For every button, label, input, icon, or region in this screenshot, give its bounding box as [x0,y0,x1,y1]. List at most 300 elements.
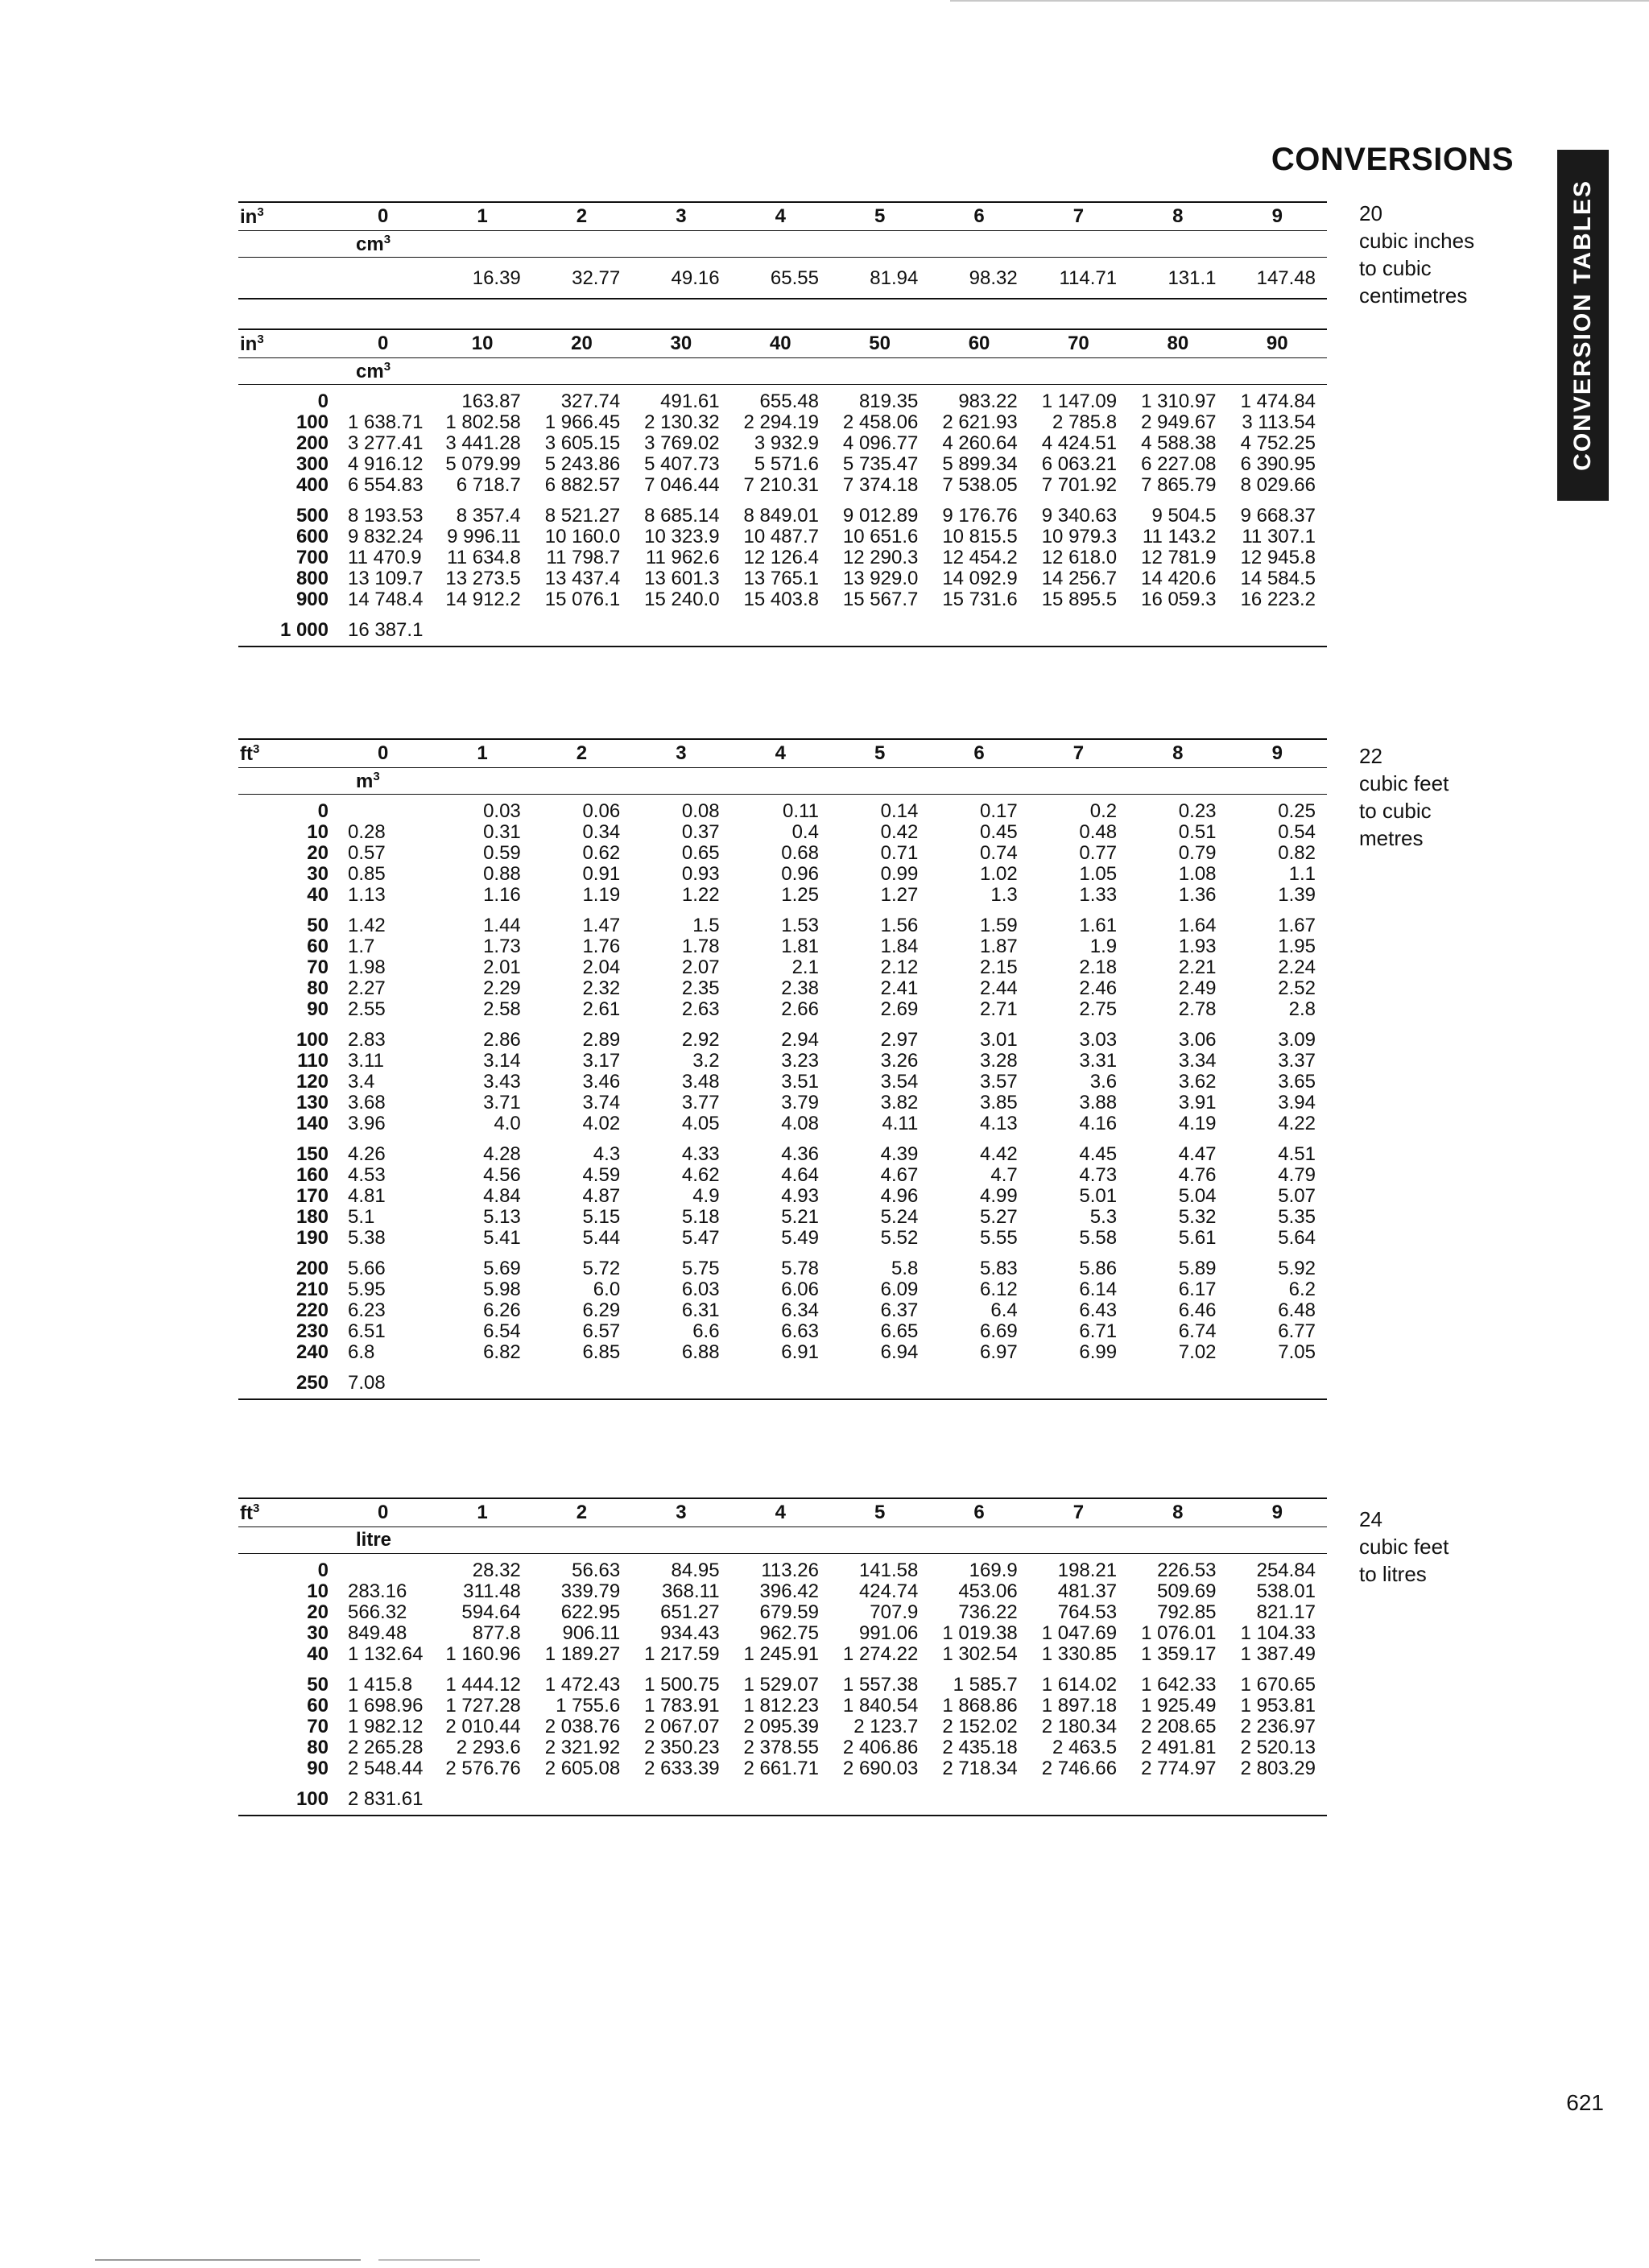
table-cell: 1 642.33 [1141,1674,1217,1696]
table-cell: 5.1 [348,1206,375,1228]
top-rule [950,0,1649,2]
row-header: 70 [307,956,329,978]
table-cell: 1 274.22 [842,1643,919,1665]
table-row [238,957,1327,978]
table-cell: 1 147.09 [1029,385,1128,413]
table-cell: 56.63 [532,1554,631,1582]
table-cell: 6.74 [1178,1320,1217,1342]
table-cell: 98.32 [929,258,1028,300]
column-header: 0 [333,202,432,231]
table-cell: 6.99 [1079,1341,1118,1363]
table-cell: 2.18 [1079,956,1118,978]
table-cell [1228,610,1327,647]
table-cell: 2.12 [880,956,919,978]
table-row [238,1696,1327,1716]
table-cell: 6 718.7 [456,474,521,496]
table-cell: 1 585.7 [953,1674,1018,1696]
table-row [238,412,1327,433]
table-cell: 3.06 [1178,1029,1217,1051]
table-cell: 28.32 [432,1554,531,1582]
table-cell: 1 925.49 [1141,1695,1217,1716]
table-cell: 327.74 [532,385,631,413]
table-cell: 5.27 [980,1206,1018,1228]
table-row [238,610,1327,647]
table-cell: 6.09 [880,1279,919,1300]
table-cell: 9 012.89 [842,505,919,527]
table-cell [333,795,432,823]
table-cell: 5.18 [681,1206,720,1228]
table-cell: 0.4 [791,821,819,843]
table-cell: 9 176.76 [942,505,1018,527]
table-cell: 5 407.73 [644,453,720,475]
table-cell: 3.85 [980,1092,1018,1113]
row-header: 80 [307,1737,329,1758]
table-cell: 655.48 [731,385,830,413]
table-cell: 1.36 [1178,884,1217,906]
column-header: 30 [631,329,730,358]
table-cell: 2 785.8 [1052,411,1118,433]
row-header: 50 [307,915,329,936]
table-cell [929,1779,1028,1816]
side-tab [1557,150,1609,501]
table-cell: 16 059.3 [1141,589,1217,610]
conversion-table [238,1498,1327,1816]
table-cell: 3.48 [681,1071,720,1093]
table-cell [333,258,432,300]
table-row [238,1602,1327,1623]
column-header: 1 [432,202,531,231]
table-cell: 1.81 [781,936,819,957]
table-cell: 81.94 [830,258,929,300]
table-row [238,1186,1327,1207]
table-cell: 1 359.17 [1141,1643,1217,1665]
cubic-superscript: 3 [257,332,264,346]
table-cell: 0.28 [348,821,386,843]
row-header: 40 [307,1643,329,1665]
table-cell: 2 208.65 [1141,1716,1217,1737]
table-cell: 5.86 [1079,1258,1118,1279]
row-header: 0 [238,795,333,823]
table-cell: 6.77 [1278,1320,1316,1342]
table-cell: 10 815.5 [942,526,1018,547]
table-row [238,1207,1327,1228]
column-header: 3 [631,739,730,768]
table-cell: 6.94 [880,1341,919,1363]
table-cell: 6.6 [692,1320,720,1342]
table-cell: 16 387.1 [333,610,432,647]
table-cell: 7 046.44 [644,474,720,496]
table-cell: 6 882.57 [544,474,621,496]
table-cell: 3.09 [1278,1029,1316,1051]
table-cell: 1 415.8 [348,1674,413,1696]
table-cell: 1.05 [1079,863,1118,885]
table-cell: 849.48 [348,1622,407,1644]
table-cell: 0.2 [1029,795,1128,823]
row-header: 110 [297,1050,329,1072]
row-header: 200 [295,432,329,454]
table-cell: 5.78 [781,1258,819,1279]
table-cell: 3.46 [582,1071,621,1093]
column-header: 8 [1128,739,1227,768]
table-cell: 7.05 [1278,1341,1316,1363]
table-cell: 0.68 [781,842,819,864]
table-cell: 3.68 [348,1092,386,1113]
table-row [238,864,1327,885]
table-cell: 491.61 [631,385,730,413]
table-cell: 2.27 [348,977,386,999]
table-cell [631,1363,730,1399]
table-cell: 1.39 [1278,884,1316,906]
table-cell: 5.15 [582,1206,621,1228]
table-cell: 2 803.29 [1240,1758,1316,1779]
table-row [238,1134,1327,1165]
table-row [238,385,1327,413]
table-cell: 3 113.54 [1242,411,1316,433]
table-cell: 5.58 [1079,1227,1118,1249]
table-cell: 2 831.61 [333,1779,432,1816]
table-cell: 5.13 [483,1206,521,1228]
table-cell: 10 160.0 [544,526,621,547]
table-cell: 5 571.6 [754,453,819,475]
table-cell: 6.71 [1079,1320,1118,1342]
table-cell: 131.1 [1128,258,1227,300]
table-cell: 4.0 [494,1113,521,1134]
table-cubic-feet-to-cubic-metres [238,738,1327,1400]
row-header: 40 [307,884,329,906]
table-row [238,589,1327,610]
column-header: 6 [929,202,1028,231]
table-cell: 4.28 [483,1143,521,1165]
table-cell: 7 865.79 [1141,474,1217,496]
unit-from-label [238,1498,333,1527]
table-cell: 3 441.28 [445,432,521,454]
table-cell: 2.63 [681,998,720,1020]
row-header: 220 [295,1299,329,1321]
row-header: 160 [295,1164,329,1186]
table-cell: 6.0 [593,1279,621,1300]
table-cell: 3.65 [1278,1071,1316,1093]
table-cell: 12 618.0 [1041,547,1118,568]
table-cell: 5.66 [348,1258,386,1279]
table-cell [432,610,531,647]
table-cell: 707.9 [870,1601,919,1623]
column-header: 5 [830,739,929,768]
column-header: 0 [333,739,432,768]
table-cell: 1 310.97 [1128,385,1227,413]
table-cell: 6.03 [681,1279,720,1300]
row-header: 100 [295,411,329,433]
table-cell: 3.54 [880,1071,919,1093]
table-cell: 3 769.02 [644,432,720,454]
table-cell: 339.79 [560,1580,621,1602]
table-cell: 3.2 [692,1050,720,1072]
table-cell [333,1554,432,1582]
table-cell: 2 774.97 [1141,1758,1217,1779]
table-cell: 0.17 [929,795,1028,823]
table-cell: 5.35 [1278,1206,1316,1228]
table-cell: 2 130.32 [644,411,720,433]
table-cell: 0.42 [880,821,919,843]
table-cell: 11 634.8 [447,547,521,568]
row-header: 60 [307,936,329,957]
table-cell: 5.38 [348,1227,386,1249]
table-cell: 4.26 [348,1143,386,1165]
table-cell: 4.51 [1278,1143,1316,1165]
table-cell: 0.74 [980,842,1018,864]
table-cell: 114.71 [1029,258,1128,300]
table-cell: 4.11 [882,1113,919,1134]
table-cell: 0.59 [483,842,521,864]
table-cell: 6 390.95 [1240,453,1316,475]
table-cell: 1 019.38 [942,1622,1018,1644]
column-header: 6 [929,739,1028,768]
table-cell: 1.98 [348,956,386,978]
table-cell: 3.37 [1278,1050,1316,1072]
table-cell: 1 189.27 [544,1643,621,1665]
page-number: 621 [1566,2090,1604,2115]
table-cell: 5.55 [980,1227,1018,1249]
table-cell: 9 996.11 [447,526,521,547]
table-cell: 14 092.9 [942,568,1018,589]
table-cell: 2 621.93 [942,411,1018,433]
table-row [238,1716,1327,1737]
table-cell: 10 979.3 [1041,526,1118,547]
table-cell: 509.69 [1157,1580,1217,1602]
table-cell: 5.92 [1278,1258,1316,1279]
table-cell: 0.96 [781,863,819,885]
table-cell: 1 500.75 [644,1674,720,1696]
table-cell: 6.31 [681,1299,720,1321]
column-header: 9 [1228,202,1327,231]
table-cell: 2 123.7 [853,1716,919,1737]
column-header: 8 [1128,202,1227,231]
unit-to-label [333,358,1327,385]
table-cell: 2.21 [1178,956,1217,978]
table-cell: 5.32 [1178,1206,1217,1228]
table-cell: 0.65 [681,842,720,864]
table-cell: 5.83 [980,1258,1018,1279]
table-cell: 169.9 [929,1554,1028,1582]
table-cell: 4 588.38 [1141,432,1217,454]
row-header [238,258,333,300]
table-cell [432,1779,531,1816]
table-cell: 0.48 [1079,821,1118,843]
table-cell: 9 340.63 [1041,505,1118,527]
table-cell: 6.23 [348,1299,386,1321]
sub-row-spacer [238,358,333,385]
caption-line: to cubic [1359,799,1432,823]
table-cell [929,610,1028,647]
row-header: 20 [307,842,329,864]
table-cell: 5.47 [681,1227,720,1249]
table-cell: 2.15 [980,956,1018,978]
table-cell: 11 143.2 [1142,526,1217,547]
table-cell: 1.9 [1089,936,1118,957]
table-cell: 1 840.54 [842,1695,919,1716]
table-cell: 1.73 [483,936,521,957]
table-cell: 6 063.21 [1041,453,1118,475]
table-cubic-feet-to-litres [238,1498,1327,1816]
table-cell: 5.21 [781,1206,819,1228]
table-cell: 736.22 [958,1601,1018,1623]
table-cell: 5.24 [880,1206,919,1228]
table-cell: 4.33 [681,1143,720,1165]
table-cell: 1.95 [1278,936,1316,957]
table-cell: 5.61 [1178,1227,1217,1249]
row-header: 0 [238,1554,333,1582]
table-cell: 0.71 [880,842,919,864]
table-cell: 4.79 [1278,1164,1316,1186]
side-tab-label: CONVERSION TABLES [1569,180,1596,471]
table-cell: 283.16 [348,1580,407,1602]
unit-to-label [333,1527,1327,1554]
table-row [238,1020,1327,1051]
table-cell: 2.29 [483,977,521,999]
table-cell: 2 520.13 [1240,1737,1316,1758]
table-cell [929,1363,1028,1399]
table-cell [731,1779,830,1816]
column-header: 7 [1029,1498,1128,1527]
table-cell: 6.97 [980,1341,1018,1363]
table-cell: 5.64 [1278,1227,1316,1249]
table-cell: 5.01 [1079,1185,1118,1207]
table-cell: 4.96 [880,1185,919,1207]
table-cell: 0.06 [532,795,631,823]
row-header: 20 [307,1601,329,1623]
table-cell: 6 227.08 [1141,453,1217,475]
table-cell: 4.7 [990,1164,1018,1186]
table-cell: 4.53 [348,1164,386,1186]
table-cell: 2.83 [348,1029,386,1051]
table-cell: 0.57 [348,842,386,864]
table-cell: 2.78 [1178,998,1217,1020]
table-cell [830,1779,929,1816]
table-cell: 15 240.0 [644,589,720,610]
table-cell: 2.35 [681,977,720,999]
table-cell: 764.53 [1057,1601,1118,1623]
table-cell: 1 387.49 [1240,1643,1316,1665]
table-cell: 2 605.08 [544,1758,621,1779]
table-cell: 5.52 [880,1227,919,1249]
column-header: 6 [929,1498,1028,1527]
table-cell [731,1363,830,1399]
column-header: 0 [333,329,432,358]
table-cell: 2.07 [681,956,720,978]
table-cell: 1 472.43 [544,1674,621,1696]
table-row [238,906,1327,936]
table-cell: 2 265.28 [348,1737,424,1758]
table-cell [1029,1363,1128,1399]
row-header: 90 [307,998,329,1020]
table-row [238,1779,1327,1816]
table-row [238,1300,1327,1321]
unit-to-text: cm [356,233,384,255]
cubic-superscript: 3 [257,204,264,219]
table-cell: 3.96 [348,1113,386,1134]
table-cell: 4.39 [880,1143,919,1165]
table-cell: 2.1 [791,956,819,978]
table-cell: 3.82 [880,1092,919,1113]
table-cell: 2 067.07 [644,1716,720,1737]
table-cell: 6.17 [1178,1279,1217,1300]
unit-from-label [238,329,333,358]
table-cell: 481.37 [1057,1580,1118,1602]
table-row [238,547,1327,568]
row-header: 150 [295,1143,329,1165]
table-cell: 141.58 [830,1554,929,1582]
table-cell: 3.71 [483,1092,521,1113]
row-header: 30 [307,1622,329,1644]
table-row [238,936,1327,957]
table-cell: 3.77 [681,1092,720,1113]
table-cell: 13 437.4 [544,568,621,589]
table-cell: 4.59 [582,1164,621,1186]
table-cell: 396.42 [759,1580,819,1602]
table-cell: 983.22 [929,385,1028,413]
table-cell: 1 245.91 [743,1643,819,1665]
unit-from-text: in [240,333,258,355]
table-cell [631,610,730,647]
table-row [238,1113,1327,1134]
table-cell: 1 982.12 [348,1716,424,1737]
table-cell: 4.02 [582,1113,621,1134]
table-cell: 7 374.18 [842,474,919,496]
table-cell: 113.26 [731,1554,830,1582]
row-header: 60 [307,1695,329,1716]
table-cell: 16.39 [432,258,531,300]
column-header: 10 [432,329,531,358]
table-cell: 12 781.9 [1141,547,1217,568]
conversion-table [238,201,1327,300]
column-header: 9 [1228,739,1327,768]
row-header: 30 [307,863,329,885]
table-cell [1029,610,1128,647]
table-row [238,1072,1327,1093]
table-cell: 3.94 [1278,1092,1316,1113]
table-cell: 3.14 [483,1050,521,1072]
table-cell: 3.03 [1079,1029,1118,1051]
table-cell: 1.25 [781,884,819,906]
table-cell: 962.75 [759,1622,819,1644]
unit-to-text: litre [356,1529,392,1551]
table-cell: 2 746.66 [1041,1758,1118,1779]
table-row [238,1342,1327,1363]
table-cell: 991.06 [858,1622,919,1644]
table-cell: 1 104.33 [1240,1622,1316,1644]
table-row [238,999,1327,1020]
table-cell: 1.08 [1178,863,1217,885]
row-header: 200 [295,1258,329,1279]
caption-line: cubic feet [1359,771,1449,795]
table-cell: 4.36 [781,1143,819,1165]
table-cell: 1 953.81 [1240,1695,1316,1716]
table-cell: 2 491.81 [1141,1737,1217,1758]
table-cell [1029,1779,1128,1816]
table-cell: 4.87 [582,1185,621,1207]
table-cell: 4.42 [980,1143,1018,1165]
table-cell: 1 812.23 [743,1695,819,1716]
table-cell: 0.25 [1228,795,1327,823]
table-cell: 0.85 [348,863,386,885]
table-cell: 3 932.9 [754,432,819,454]
table-cell: 2 548.44 [348,1758,424,1779]
table-row [238,1228,1327,1249]
table-cell: 1.3 [990,884,1018,906]
table-cell: 5.98 [483,1279,521,1300]
unit-to-text: cm [356,360,384,382]
table-cell: 2.58 [483,998,521,1020]
table-cell: 9 668.37 [1240,505,1316,527]
